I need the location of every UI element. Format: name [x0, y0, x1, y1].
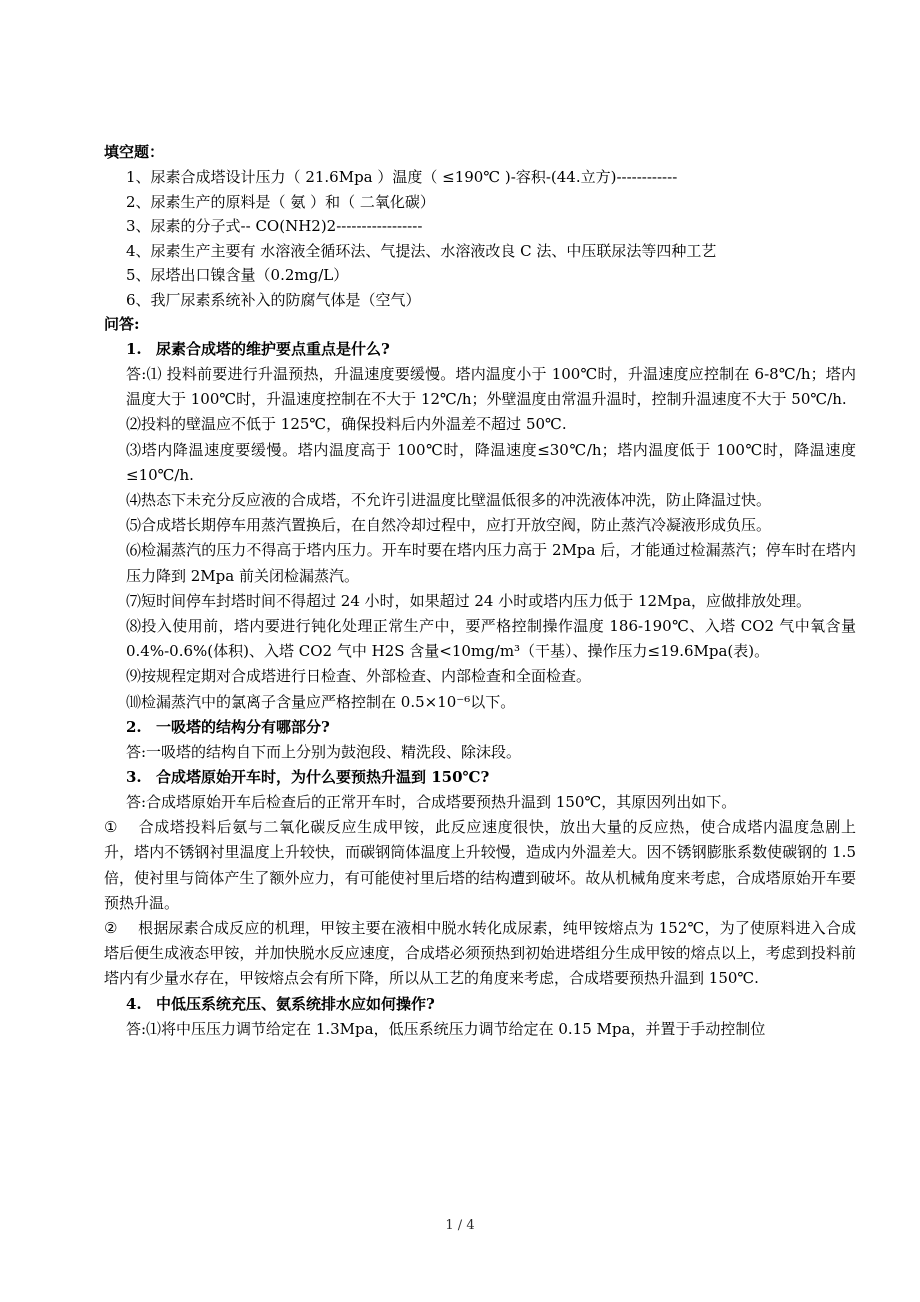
fill-in-blank-item-3: 3、尿素的分子式-- CO(NH2)2----------------- [126, 217, 423, 235]
qa-heading: 问答: [104, 315, 140, 333]
question-3-title: 合成塔原始开车时，为什么要预热升温到 150℃? [156, 768, 490, 787]
question-3-heading [104, 765, 856, 790]
fill-in-blank-item-5: 5、尿塔出口镍含量（0.2mg/L） [126, 266, 349, 284]
question-4-answer-1: 答:⑴将中压压力调节给定在 1.3Mpa，低压系统压力调节给定在 0.15 Mpa，并置于手动控制位 [126, 1019, 766, 1038]
question-2-answer-1: 答:一吸塔的结构自下而上分别为鼓泡段、精洗段、除沫段。 [126, 742, 522, 761]
question-3-number: 3. [126, 768, 142, 787]
question-3-point-2 [104, 916, 856, 992]
question-1-title: 尿素合成塔的维护要点重点是什么? [156, 340, 390, 358]
question-4-heading [104, 992, 856, 1017]
question-1-heading [104, 337, 856, 362]
circled-number-2-icon: ② [104, 919, 118, 938]
document-body [104, 140, 856, 1042]
question-1-answer-3: ⑶塔内降温速度要缓慢。塔内温度高于 100℃时，降温速度≤30℃/h；塔内温度低于 100℃时，降温速度≤10℃/h. [126, 440, 856, 484]
question-1-answer-4: ⑷热态下未充分反应液的合成塔，不允许引进温度比壁温低很多的冲洗液体冲洗，防止降温过快。 [126, 491, 772, 510]
question-2-title: 一吸塔的结构分有哪部分? [156, 717, 330, 736]
page-footer: 1 / 4 [445, 1218, 475, 1233]
question-1-answer-8: ⑻投入使用前，塔内要进行钝化处理正常生产中，要严格控制操作温度 186-190℃、入塔 CO2 气中氧含量 0.4%-0.6%(体积)、入塔 CO2 气中 H2S 含量<10mg/m³（干基）、操作压力≤19.6Mpa(表)。 [126, 617, 856, 661]
question-4-title: 中低压系统充压、氨系统排水应如何操作? [156, 994, 435, 1013]
fill-in-blank-item-1: 1、尿素合成塔设计压力（ 21.6Mpa ）温度（ ≤190℃ )-容积-(44.立方)------------ [126, 168, 678, 186]
fill-in-blank-item-4: 4、尿素生产主要有 水溶液全循环法、气提法、水溶液改良 C 法、中压联尿法等四种工艺 [126, 241, 717, 260]
question-1-answer-2: ⑵投料的壁温应不低于 125℃，确保投料后内外温差不超过 50℃. [126, 415, 567, 434]
fill-in-blank-item-2: 2、尿素生产的原料是（ 氨 ）和（ 二氧化碳） [126, 192, 435, 211]
question-1-answer-5: ⑸合成塔长期停车用蒸汽置换后，在自然冷却过程中，应打开放空阀，防止蒸汽冷凝液形成负压。 [126, 516, 772, 535]
circled-number-1-icon: ① [104, 818, 118, 837]
question-1-answer-7: ⑺短时间停车封塔时间不得超过 24 小时，如果超过 24 小时或塔内压力低于 12Mpa，应做排放处理。 [126, 591, 812, 610]
fill-in-blank-heading: 填空题： [104, 143, 165, 161]
question-4-number: 4. [126, 994, 142, 1013]
question-1-answer-6: ⑹检漏蒸汽的压力不得高于塔内压力。开车时要在塔内压力高于 2Mpa 后，才能通过检漏蒸汽；停车时在塔内压力降到 2Mpa 前关闭检漏蒸汽。 [126, 541, 856, 585]
question-1-answer-1: 答:⑴ 投料前要进行升温预热，升温速度要缓慢。塔内温度小于 100℃时，升温速度应控制在 6-8℃/h；塔内温度大于 100℃时，升温速度控制在不大于 12℃/h；外壁温度由常温升温时，控制升温速度不大于 50℃/h. [126, 365, 856, 409]
question-1-answer-10: ⑽检漏蒸汽中的氯离子含量应严格控制在 0.5×10⁻⁶以下。 [126, 692, 516, 711]
question-1-number: 1. [126, 340, 142, 358]
fill-in-blank-item-6: 6、我厂尿素系统补入的防腐气体是（空气） [126, 290, 421, 309]
question-3-answer-1: 答:合成塔原始开车后检查后的正常开车时，合成塔要预热升温到 150℃，其原因列出如下。 [126, 793, 737, 812]
question-2-number: 2. [126, 717, 142, 736]
question-3-point-1-text: 合成塔投料后氨与二氧化碳反应生成甲铵，此反应速度很快，放出大量的反应热，使合成塔内温度急剧上升，塔内不锈钢衬里温度上升较快，而碳钢筒体温度上升较慢，造成内外温差大。因不锈钢膨胀系数使碳钢的 1.5 倍，使衬里与筒体产生了额外应力，有可能使衬里后塔的结构遭到破坏。故从机械角度来考虑，合成塔原始开车要预热升温。 [104, 818, 856, 912]
question-3-point-1 [104, 815, 856, 916]
question-1-answer-9: ⑼按规程定期对合成塔进行日检查、外部检查、内部检查和全面检查。 [126, 667, 592, 686]
question-3-point-2-text: 根据尿素合成反应的机理，甲铵主要在液相中脱水转化成尿素，纯甲铵熔点为 152℃，为了使原料进入合成塔后便生成液态甲铵，并加快脱水反应速度，合成塔必须预热到初始进塔组分生成甲铵的熔点以上，考虑到投料前塔内有少量水存在，甲铵熔点会有所下降，所以从工艺的角度来考虑，合成塔要预热升温到 150℃. [104, 919, 856, 988]
question-2-heading [104, 715, 856, 740]
